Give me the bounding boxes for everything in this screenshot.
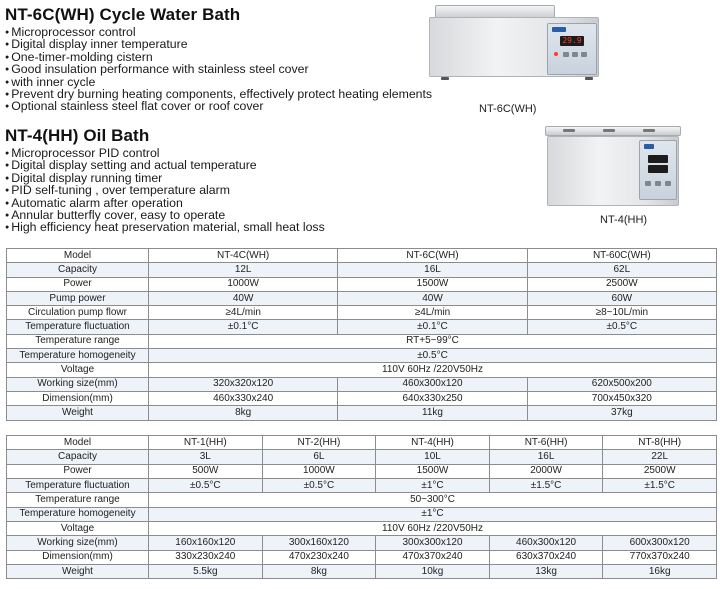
table-cell: NT-4(HH): [376, 436, 490, 450]
table-cell: 5.5kg: [149, 565, 263, 579]
oil-bath-spec-table: [6, 435, 717, 579]
row-label: Temperature homogeneity: [7, 349, 149, 363]
cover-handle: [563, 129, 575, 132]
table-cell: 500W: [149, 464, 263, 478]
table-cell: NT-8(HH): [603, 436, 717, 450]
table-cell: 16kg: [603, 565, 717, 579]
table-row: [7, 522, 717, 536]
row-label: Power: [7, 464, 149, 478]
table-row: [7, 436, 717, 450]
water-bath-caption: NT-6C(WH): [479, 103, 537, 115]
table-cell: 37kg: [527, 406, 716, 420]
feature-item: ● Digital display inner temperature: [5, 38, 432, 50]
table-row: [7, 306, 717, 320]
table-cell: ≥4L/min: [149, 306, 338, 320]
table-cell: 1000W: [262, 464, 376, 478]
table-row: [7, 479, 717, 493]
table-cell: ±0.5°C: [262, 479, 376, 493]
table-cell: 320x320x120: [149, 377, 338, 391]
table-cell: 160x160x120: [149, 536, 263, 550]
table-cell: ≥4L/min: [338, 306, 527, 320]
control-panel: [547, 23, 597, 75]
table-row: [7, 450, 717, 464]
table-cell: 8kg: [262, 565, 376, 579]
row-label: Capacity: [7, 263, 149, 277]
table-cell: ±0.5°C: [149, 479, 263, 493]
temperature-display: 29.9: [560, 36, 584, 46]
table-cell: ±1°C: [376, 479, 490, 493]
table-row: [7, 334, 717, 348]
bath-foot: [585, 77, 593, 80]
table-cell: ±1.5°C: [489, 479, 603, 493]
row-label: Temperature range: [7, 334, 149, 348]
table-cell: ≥8~10L/min: [527, 306, 716, 320]
row-label: Voltage: [7, 363, 149, 377]
table-cell: ±1°C: [149, 507, 717, 521]
table-cell: ±0.5°C: [527, 320, 716, 334]
table-cell: NT-6C(WH): [338, 249, 527, 263]
table-cell: 600x300x120: [603, 536, 717, 550]
table-row: [7, 464, 717, 478]
row-label: Temperature fluctuation: [7, 479, 149, 493]
timer-display: [648, 165, 668, 173]
bath-foot: [441, 77, 449, 80]
row-label: Circulation pump flowr: [7, 306, 149, 320]
row-label: Model: [7, 249, 149, 263]
table-cell: 1000W: [149, 277, 338, 291]
feature-item: ● One-timer-molding cistern: [5, 51, 432, 63]
row-label: Temperature range: [7, 493, 149, 507]
table-row: [7, 349, 717, 363]
table-cell: 12L: [149, 263, 338, 277]
row-label: Weight: [7, 565, 149, 579]
table-cell: NT-1(HH): [149, 436, 263, 450]
water-bath-spec-table: [6, 248, 717, 421]
row-label: Power: [7, 277, 149, 291]
table-row: [7, 391, 717, 405]
table-row: [7, 536, 717, 550]
table-cell: 330x230x240: [149, 550, 263, 564]
set-key[interactable]: [645, 181, 651, 186]
power-indicator-icon: [554, 52, 558, 56]
table-cell: 110V 60Hz /220V50Hz: [149, 363, 717, 377]
oil-bath-image: [543, 126, 683, 210]
table-cell: 3L: [149, 450, 263, 464]
feature-item: ● with inner cycle: [5, 76, 432, 88]
table-row: [7, 291, 717, 305]
brand-logo: [552, 27, 566, 32]
water-bath-feature-list: [5, 26, 432, 113]
row-label: Temperature fluctuation: [7, 320, 149, 334]
table-cell: 60W: [527, 291, 716, 305]
table-cell: 1500W: [376, 464, 490, 478]
table-cell: ±0.5°C: [149, 349, 717, 363]
table-cell: 1500W: [338, 277, 527, 291]
table-cell: 640x330x250: [338, 391, 527, 405]
row-label: Dimension(mm): [7, 550, 149, 564]
feature-item: ● Microprocessor PID control: [5, 147, 325, 159]
table-row: [7, 565, 717, 579]
table-cell: 620x500x200: [527, 377, 716, 391]
table-cell: 40W: [338, 291, 527, 305]
row-label: Temperature homogeneity: [7, 507, 149, 521]
table-cell: 13kg: [489, 565, 603, 579]
table-cell: 630x370x240: [489, 550, 603, 564]
feature-item: ● Good insulation performance with stainless steel cover: [5, 63, 432, 75]
table-cell: NT-60C(WH): [527, 249, 716, 263]
row-label: Model: [7, 436, 149, 450]
table-cell: 300x300x120: [376, 536, 490, 550]
table-cell: ±0.1°C: [149, 320, 338, 334]
table-cell: 11kg: [338, 406, 527, 420]
table-cell: RT+5~99°C: [149, 334, 717, 348]
table-cell: 10kg: [376, 565, 490, 579]
row-label: Working size(mm): [7, 536, 149, 550]
table-cell: 8kg: [149, 406, 338, 420]
water-bath-image: [425, 3, 605, 83]
feature-item: ● Optional stainless steel flat cover or roof cover: [5, 100, 432, 112]
down-key[interactable]: [665, 181, 671, 186]
oil-bath-feature-list: [5, 147, 325, 234]
table-row: [7, 406, 717, 420]
table-cell: 300x160x120: [262, 536, 376, 550]
temperature-display: [648, 155, 668, 163]
brand-logo: [644, 144, 654, 149]
up-key[interactable]: [572, 52, 578, 57]
feature-item: ● Digital display running timer: [5, 172, 325, 184]
table-cell: 470x230x240: [262, 550, 376, 564]
table-cell: ±0.1°C: [338, 320, 527, 334]
table-cell: ±1.5°C: [603, 479, 717, 493]
table-cell: 110V 60Hz /220V50Hz: [149, 522, 717, 536]
up-key[interactable]: [655, 181, 661, 186]
table-cell: 2500W: [527, 277, 716, 291]
oil-bath-caption: NT-4(HH): [600, 214, 648, 226]
table-cell: NT-6(HH): [489, 436, 603, 450]
cover-handle: [643, 129, 655, 132]
table-row: [7, 493, 717, 507]
table-cell: 62L: [527, 263, 716, 277]
row-label: Pump power: [7, 291, 149, 305]
table-cell: 6L: [262, 450, 376, 464]
water-bath-title: NT-6C(WH) Cycle Water Bath: [5, 5, 241, 24]
table-cell: 770x370x240: [603, 550, 717, 564]
table-row: [7, 550, 717, 564]
table-row: [7, 363, 717, 377]
cover-handle: [603, 129, 615, 132]
table-cell: 50~300°C: [149, 493, 717, 507]
feature-item: ● Microprocessor control: [5, 26, 432, 38]
table-cell: 2500W: [603, 464, 717, 478]
oil-bath-title: NT-4(HH) Oil Bath: [5, 126, 150, 145]
set-key[interactable]: [563, 52, 569, 57]
table-row: [7, 277, 717, 291]
table-cell: 460x300x120: [338, 377, 527, 391]
table-cell: 460x330x240: [149, 391, 338, 405]
row-label: Voltage: [7, 522, 149, 536]
table-cell: 16L: [338, 263, 527, 277]
table-cell: NT-2(HH): [262, 436, 376, 450]
table-cell: 470x370x240: [376, 550, 490, 564]
row-label: Weight: [7, 406, 149, 420]
table-cell: 10L: [376, 450, 490, 464]
table-row: [7, 249, 717, 263]
feature-item: ● Annular butterfly cover, easy to operate: [5, 209, 325, 221]
table-row: [7, 320, 717, 334]
table-cell: 16L: [489, 450, 603, 464]
row-label: Capacity: [7, 450, 149, 464]
table-cell: 2000W: [489, 464, 603, 478]
feature-item: ● Digital display setting and actual temperature: [5, 159, 325, 171]
table-cell: 40W: [149, 291, 338, 305]
row-label: Working size(mm): [7, 377, 149, 391]
down-key[interactable]: [581, 52, 587, 57]
table-row: [7, 507, 717, 521]
table-cell: 700x450x320: [527, 391, 716, 405]
control-panel: [639, 140, 677, 200]
table-cell: NT-4C(WH): [149, 249, 338, 263]
feature-item: ● High efficiency heat preservation material, small heat loss: [5, 221, 325, 233]
feature-item: ● Prevent dry burning heating components, effectively protect heating elements: [5, 88, 432, 100]
table-cell: 22L: [603, 450, 717, 464]
table-row: [7, 377, 717, 391]
table-row: [7, 263, 717, 277]
feature-item: ● PID self-tuning , over temperature alarm: [5, 184, 325, 196]
table-cell: 460x300x120: [489, 536, 603, 550]
row-label: Dimension(mm): [7, 391, 149, 405]
feature-item: ● Automatic alarm after operation: [5, 197, 325, 209]
